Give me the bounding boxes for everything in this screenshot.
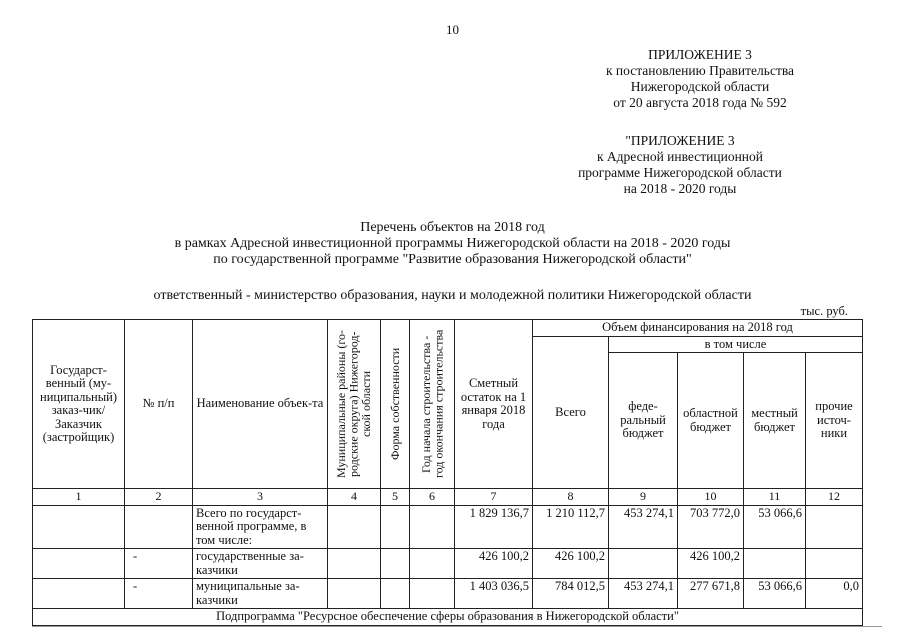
column-number: 6 — [410, 489, 455, 506]
subprogram-title: Подпрограмма "Ресурсное обеспечение сферы образования в Нижегородской области" — [33, 609, 863, 626]
cell-total: 426 100,2 — [533, 549, 609, 579]
document-title — [0, 220, 905, 268]
table-row — [33, 549, 863, 579]
cell-years — [410, 505, 455, 549]
appendix-quoted-header — [520, 133, 840, 197]
cell-num: - — [125, 579, 193, 609]
appendix-line: от 20 августа 2018 года № 592 — [613, 95, 787, 110]
cell-object-name: государственные за-казчики — [193, 549, 328, 579]
appendix-line: к постановлению Правительства — [605, 63, 795, 78]
appendix-header — [540, 47, 860, 111]
subprogram-row — [33, 609, 863, 626]
column-number: 12 — [806, 489, 863, 506]
cell-years — [410, 549, 455, 579]
cell-regional: 703 772,0 — [678, 505, 744, 549]
cell-ownership — [381, 505, 410, 549]
header-other: прочие источ-ники — [806, 353, 863, 489]
cell-federal — [609, 549, 678, 579]
cell-districts — [328, 549, 381, 579]
cell-num: - — [125, 549, 193, 579]
objects-table — [32, 319, 863, 626]
column-number: 1 — [33, 489, 125, 506]
responsible-ministry: ответственный - министерство образования, науки и молодежной политики Нижегородской области — [153, 288, 752, 303]
column-number: 11 — [744, 489, 806, 506]
cell-total: 1 210 112,7 — [533, 505, 609, 549]
cell-total: 784 012,5 — [533, 579, 609, 609]
cell-local — [744, 549, 806, 579]
header-customer: Государст-венный (му-ниципальный) заказ-чик/Заказчик (застройщик) — [33, 320, 125, 489]
header-ownership — [381, 320, 410, 489]
cell-ownership — [381, 549, 410, 579]
table-row — [33, 579, 863, 609]
column-number: 3 — [193, 489, 328, 506]
column-number-row — [33, 489, 863, 506]
cell-districts — [328, 579, 381, 609]
cell-num — [125, 505, 193, 549]
appendix-quoted-line: программе Нижегородской области — [578, 165, 782, 180]
unit-label: тыс. руб. — [800, 304, 848, 318]
column-number: 10 — [678, 489, 744, 506]
column-number: 8 — [533, 489, 609, 506]
cell-federal: 453 274,1 — [609, 579, 678, 609]
header-local: местный бюджет — [744, 353, 806, 489]
page-number: 10 — [446, 22, 459, 37]
appendix-quoted-line: на 2018 - 2020 годы — [623, 181, 737, 196]
column-number: 7 — [455, 489, 533, 506]
appendix-quoted-line: к Адресной инвестиционной — [596, 149, 763, 164]
cell-other: 0,0 — [806, 579, 863, 609]
column-number: 9 — [609, 489, 678, 506]
title-line: Перечень объектов на 2018 год — [360, 220, 545, 235]
header-regional: областной бюджет — [678, 353, 744, 489]
cell-balance: 1 829 136,7 — [455, 505, 533, 549]
cell-object-name: Всего по государст-венной программе, в том числе: — [193, 505, 328, 549]
cell-customer — [33, 549, 125, 579]
cell-local: 53 066,6 — [744, 579, 806, 609]
header-balance: Сметный остаток на 1 января 2018 года — [455, 320, 533, 489]
header-ownership-text: Форма собственности — [387, 347, 402, 461]
cell-balance: 1 403 036,5 — [455, 579, 533, 609]
title-line: в рамках Адресной инвестиционной программы Нижегородской области на 2018 - 2020 годы — [174, 236, 731, 251]
appendix-line: ПРИЛОЖЕНИЕ 3 — [648, 47, 752, 62]
cell-federal: 453 274,1 — [609, 505, 678, 549]
column-number: 5 — [381, 489, 410, 506]
page-bottom-rule — [32, 626, 882, 627]
cell-years — [410, 579, 455, 609]
cell-balance: 426 100,2 — [455, 549, 533, 579]
header-federal: феде-ральный бюджет — [609, 353, 678, 489]
column-number: 4 — [328, 489, 381, 506]
header-including: в том числе — [609, 336, 863, 353]
appendix-quoted-line: "ПРИЛОЖЕНИЕ 3 — [625, 133, 735, 148]
cell-object-name: муниципальные за-казчики — [193, 579, 328, 609]
header-object-name: Наименование объек-та — [193, 320, 328, 489]
header-districts — [328, 320, 381, 489]
cell-other — [806, 549, 863, 579]
cell-customer — [33, 505, 125, 549]
header-districts-text: Муниципальные районы (го-родские округа) Нижегород-ской области — [334, 329, 374, 479]
appendix-line: Нижегородской области — [630, 79, 770, 94]
header-funding-group: Объем финансирования на 2018 год — [533, 320, 863, 337]
header-years-text: Год начала строительства - год окончания строительства — [418, 329, 445, 479]
table-row — [33, 505, 863, 549]
column-number: 2 — [125, 489, 193, 506]
cell-districts — [328, 505, 381, 549]
title-line: по государственной программе "Развитие образования Нижегородской области" — [213, 252, 692, 267]
cell-regional: 426 100,2 — [678, 549, 744, 579]
header-num: № п/п — [125, 320, 193, 489]
header-total: Всего — [533, 336, 609, 489]
cell-other — [806, 505, 863, 549]
cell-regional: 277 671,8 — [678, 579, 744, 609]
header-years — [410, 320, 455, 489]
cell-local: 53 066,6 — [744, 505, 806, 549]
cell-customer — [33, 579, 125, 609]
cell-ownership — [381, 579, 410, 609]
